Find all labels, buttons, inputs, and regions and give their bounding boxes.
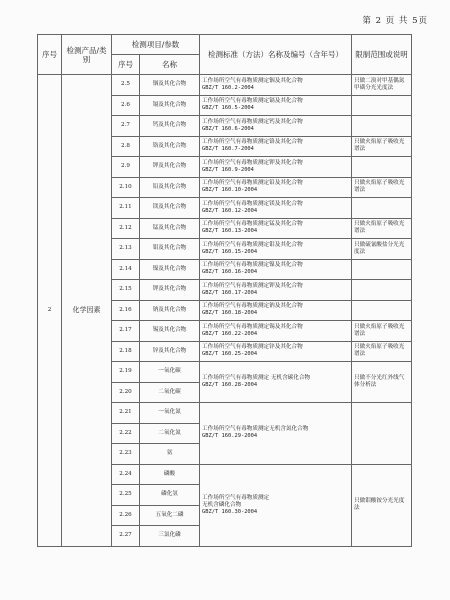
item-name: 锰及其化合物 bbox=[140, 218, 200, 239]
standard-name: 工作场所空气有毒物质测定镉及其化合物 bbox=[202, 98, 303, 105]
item-seq: 2.16 bbox=[112, 300, 140, 321]
item-seq: 2.25 bbox=[112, 485, 140, 506]
item-name: 镍及其化合物 bbox=[140, 259, 200, 280]
header-standard: 检测标准（方法）名称及编号（含年号） bbox=[200, 35, 352, 75]
item-name: 钼及其化合物 bbox=[140, 239, 200, 260]
item-name: 氨 bbox=[140, 444, 200, 465]
standard-cell bbox=[200, 321, 352, 342]
item-seq: 2.18 bbox=[112, 341, 140, 362]
item-name: 铟及其化合物 bbox=[140, 75, 200, 96]
item-name: 锌及其化合物 bbox=[140, 341, 200, 362]
item-seq: 2.6 bbox=[112, 95, 140, 116]
standard-code: GBZ/T 160.9-2004 bbox=[202, 166, 254, 173]
standard-cell bbox=[200, 403, 352, 465]
standard-cell bbox=[200, 218, 352, 239]
limit-cell: 只做火焰原子吸收光谱法 bbox=[352, 136, 412, 157]
header-item-param: 检测项目/参数 bbox=[112, 35, 200, 55]
standard-cell bbox=[200, 116, 352, 137]
table-row bbox=[38, 75, 412, 96]
standard-cell bbox=[200, 198, 352, 219]
standard-code: GBZ/T 160.7-2004 bbox=[202, 146, 254, 153]
item-seq: 2.19 bbox=[112, 362, 140, 383]
standard-code: GBZ/T 160.17-2004 bbox=[202, 289, 258, 296]
standard-name: 工作场所空气有毒物质测定铟及其化合物 bbox=[202, 77, 303, 84]
standard-name: 工作场所空气有毒物质测定钼及其化合物 bbox=[202, 241, 303, 248]
limit-cell: 只做火焰原子吸收光谱法 bbox=[352, 341, 412, 362]
standard-cell bbox=[200, 75, 352, 96]
item-seq: 2.14 bbox=[112, 259, 140, 280]
standard-name: 工作场所空气有毒物质测定铅及其化合物 bbox=[202, 180, 303, 187]
standard-name: 工作场所空气有毒物质测定锌及其化合物 bbox=[202, 344, 303, 351]
item-name: 三氯化磷 bbox=[140, 526, 200, 547]
item-seq: 2.23 bbox=[112, 444, 140, 465]
item-seq: 2.27 bbox=[112, 526, 140, 547]
item-name: 钾及其化合物 bbox=[140, 157, 200, 178]
item-name: 钠及其化合物 bbox=[140, 300, 200, 321]
item-seq: 2.12 bbox=[112, 218, 140, 239]
item-seq: 2.8 bbox=[112, 136, 140, 157]
group-category: 化学因素 bbox=[62, 75, 112, 547]
header-limit: 限制范围或说明 bbox=[352, 35, 412, 75]
standard-name: 工作场所空气有毒物质测定铬及其化合物 bbox=[202, 139, 303, 146]
standard-name: 工作场所空气有毒物质测定 bbox=[202, 494, 270, 501]
standard-cell bbox=[200, 177, 352, 198]
item-name: 钾及其化合物 bbox=[140, 280, 200, 301]
limit-cell bbox=[352, 95, 412, 116]
item-seq: 2.24 bbox=[112, 464, 140, 485]
limit-cell bbox=[352, 403, 412, 465]
standard-name: 工作场所空气有毒物质测定镍及其化合物 bbox=[202, 262, 303, 269]
standard-name: 工作场所空气有毒物质测定钠及其化合物 bbox=[202, 303, 303, 310]
item-seq: 2.26 bbox=[112, 505, 140, 526]
item-name: 二氧化氮 bbox=[140, 423, 200, 444]
standard-cell bbox=[200, 362, 352, 403]
standard-code: GBZ/T 160.6-2004 bbox=[202, 125, 254, 132]
header-item-seq: 序号 bbox=[112, 55, 140, 75]
limit-cell: 只做二溴对甲基偶氮甲磺分光光度法 bbox=[352, 75, 412, 96]
standard-cell bbox=[200, 300, 352, 321]
standard-name: 工作场所空气有毒物质测定镁及其化合物 bbox=[202, 200, 303, 207]
item-name: 一氧化碳 bbox=[140, 362, 200, 383]
standard-code: GBZ/T 160.30-2004 bbox=[202, 508, 258, 515]
item-name: 铅及其化合物 bbox=[140, 177, 200, 198]
item-seq: 2.5 bbox=[112, 75, 140, 96]
item-name: 五氧化二磷 bbox=[140, 505, 200, 526]
item-seq: 2.20 bbox=[112, 382, 140, 403]
item-name: 磷化氢 bbox=[140, 485, 200, 506]
item-name: 锡及其化合物 bbox=[140, 321, 200, 342]
item-name: 钙及其化合物 bbox=[140, 116, 200, 137]
header-product-category: 检测产品/类别 bbox=[62, 35, 112, 75]
standard-code: GBZ/T 160.28-2004 bbox=[202, 382, 258, 388]
limit-cell: 只做钼酸铵分光光度法 bbox=[352, 464, 412, 546]
item-seq: 2.9 bbox=[112, 157, 140, 178]
standard-name: 无机含磷化合物 bbox=[202, 501, 242, 508]
item-seq: 2.15 bbox=[112, 280, 140, 301]
limit-cell: 只做硫氰酸盐分光光度法 bbox=[352, 239, 412, 260]
standard-cell bbox=[200, 95, 352, 116]
standard-cell bbox=[200, 280, 352, 301]
standard-code: GBZ/T 160.16-2004 bbox=[202, 269, 258, 276]
standard-name: 工作场所空气有毒物质测定锡及其化合物 bbox=[202, 323, 303, 330]
standard-code: GBZ/T 160.2-2004 bbox=[202, 84, 254, 91]
standard-cell bbox=[200, 341, 352, 362]
item-seq: 2.11 bbox=[112, 198, 140, 219]
limit-cell bbox=[352, 259, 412, 280]
item-seq: 2.10 bbox=[112, 177, 140, 198]
item-name: 一氧化氮 bbox=[140, 403, 200, 424]
capability-table bbox=[37, 34, 412, 547]
standard-name: 工作场所空气有毒物质测定钾及其化合物 bbox=[202, 282, 303, 289]
limit-cell bbox=[352, 300, 412, 321]
standard-code: GBZ/T 160.5-2004 bbox=[202, 105, 254, 112]
item-name: 二氧化碳 bbox=[140, 382, 200, 403]
standard-code: GBZ/T 160.15-2004 bbox=[202, 248, 258, 255]
standard-cell bbox=[200, 259, 352, 280]
page-number: 第 2 页 共 5页 bbox=[362, 16, 428, 26]
item-seq: 2.17 bbox=[112, 321, 140, 342]
limit-cell: 只做不分光红外线气体分析法 bbox=[352, 362, 412, 403]
limit-cell: 只做火焰原子吸收光谱法 bbox=[352, 321, 412, 342]
item-seq: 2.22 bbox=[112, 423, 140, 444]
limit-cell bbox=[352, 157, 412, 178]
standard-name: 工作场所空气有毒物质测定钙及其化合物 bbox=[202, 118, 303, 125]
limit-cell bbox=[352, 280, 412, 301]
standard-code: GBZ/T 160.18-2004 bbox=[202, 310, 258, 317]
limit-cell: 只做火焰原子吸收光谱法 bbox=[352, 218, 412, 239]
header-item-name: 名称 bbox=[140, 55, 200, 75]
item-seq: 2.21 bbox=[112, 403, 140, 424]
standard-code: GBZ/T 160.25-2004 bbox=[202, 351, 258, 358]
group-seq: 2 bbox=[38, 75, 62, 547]
item-seq: 2.13 bbox=[112, 239, 140, 260]
standard-cell bbox=[200, 464, 352, 546]
standard-name: 工作场所空气有毒物质测定 无机含碳化合物 bbox=[202, 375, 311, 381]
standard-code: GBZ/T 160.13-2004 bbox=[202, 228, 258, 235]
item-seq: 2.7 bbox=[112, 116, 140, 137]
standard-code: GBZ/T 160.10-2004 bbox=[202, 187, 258, 194]
item-name: 镁及其化合物 bbox=[140, 198, 200, 219]
standard-code: GBZ/T 160.29-2004 bbox=[202, 433, 258, 440]
standard-code: GBZ/T 160.22-2004 bbox=[202, 330, 258, 337]
header-seq: 序号 bbox=[38, 35, 62, 75]
standard-cell bbox=[200, 239, 352, 260]
standard-code: GBZ/T 160.12-2004 bbox=[202, 207, 258, 214]
item-name: 磷酸 bbox=[140, 464, 200, 485]
standard-cell bbox=[200, 136, 352, 157]
standard-name: 工作场所空气有毒物质测定锰及其化合物 bbox=[202, 221, 303, 228]
item-name: 铬及其化合物 bbox=[140, 136, 200, 157]
item-name: 镉及其化合物 bbox=[140, 95, 200, 116]
limit-cell bbox=[352, 116, 412, 137]
standard-name: 工作场所空气有毒物质测定无机含氮化合物 bbox=[202, 426, 309, 433]
limit-cell: 只做火焰原子吸收光谱法 bbox=[352, 177, 412, 198]
standard-cell bbox=[200, 157, 352, 178]
standard-name: 工作场所空气有毒物质测定钾及其化合物 bbox=[202, 159, 303, 166]
limit-cell bbox=[352, 198, 412, 219]
